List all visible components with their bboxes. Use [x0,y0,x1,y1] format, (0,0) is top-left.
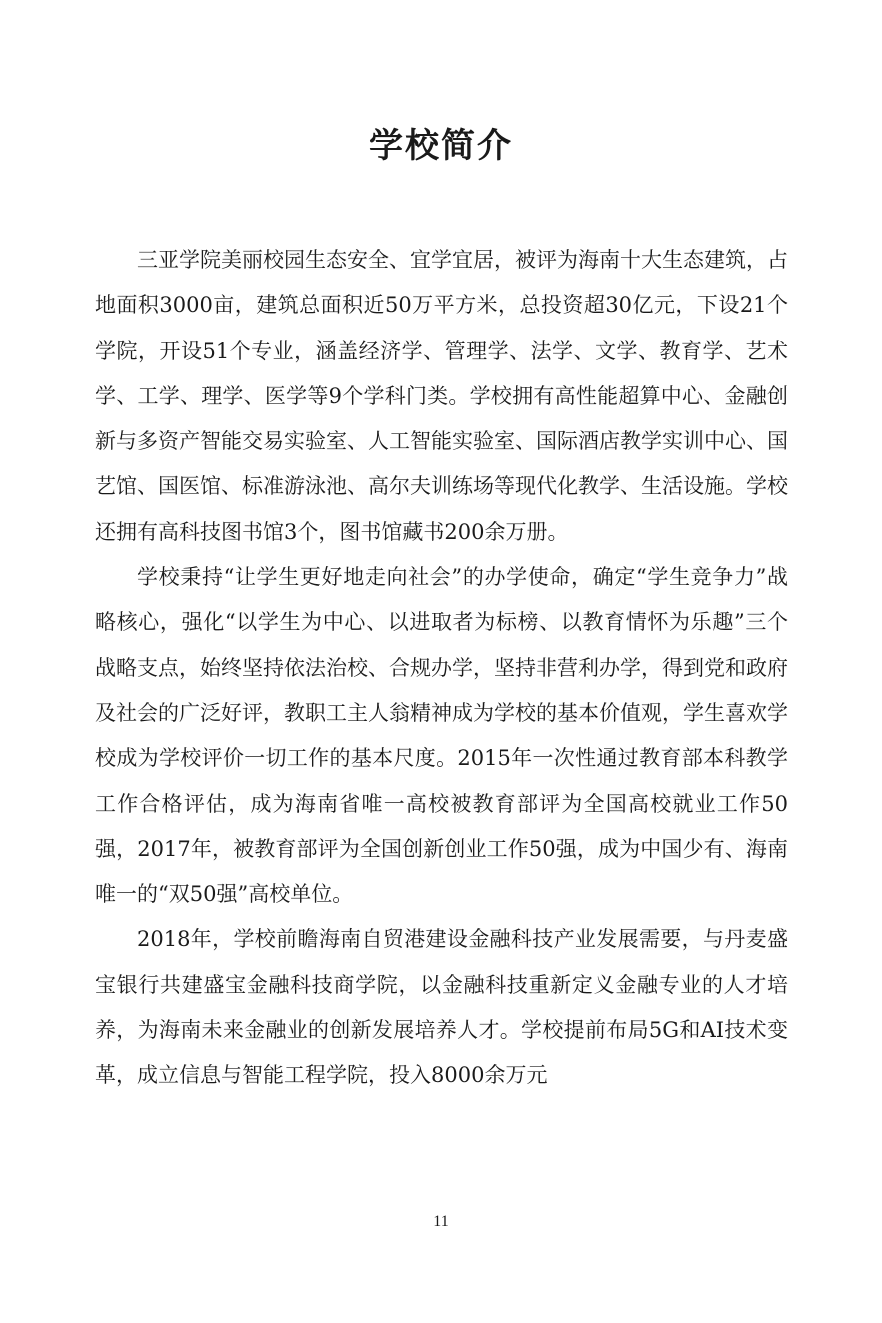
paragraph-2: 学校秉持“让学生更好地走向社会”的办学使命，确定“学生竞争力”战略核心，强化“以学生为中心、以进取者为标榜、以教育情怀为乐趣”三个战略支点，始终坚持依法治校、合规办学，坚持非营利办学，得到党和政府及社会的广泛好评，教职工主人翁精神成为学校的基本价值观，学生喜欢学校成为学校评价一切工作的基本尺度。2015年一次性通过教育部本科教学工作合格评估，成为海南省唯一高校被教育部评为全国高校就业工作50强，2017年，被教育部评为全国创新创业工作50强，成为中国少有、海南唯一的“双50强”高校单位。 [95,565,788,907]
page-number: 11 [433,1213,449,1230]
page-title: 学校简介 [369,126,513,166]
body-text [95,238,788,1099]
paragraph-1: 三亚学院美丽校园生态安全、宜学宜居，被评为海南十大生态建筑，占地面积3000亩，建筑总面积近50万平方米，总投资超30亿元，下设21个学院，开设51个专业，涵盖经济学、管理学、法学、文学、教育学、艺术学、工学、理学、医学等9个学科门类。学校拥有高性能超算中心、金融创新与多资产智能交易实验室、人工智能实验室、国际酒店教学实训中心、国艺馆、国医馆、标准游泳池、高尔夫训练场等现代化教学、生活设施。学校还拥有高科技图书馆3个，图书馆藏书200余万册。 [95,248,788,544]
paragraph-3: 2018年，学校前瞻海南自贸港建设金融科技产业发展需要，与丹麦盛宝银行共建盛宝金融科技商学院，以金融科技重新定义金融专业的人才培养，为海南未来金融业的创新发展培养人才。学校提前布局5G和AI技术变革，成立信息与智能工程学院，投入8000余万元 [95,927,788,1088]
